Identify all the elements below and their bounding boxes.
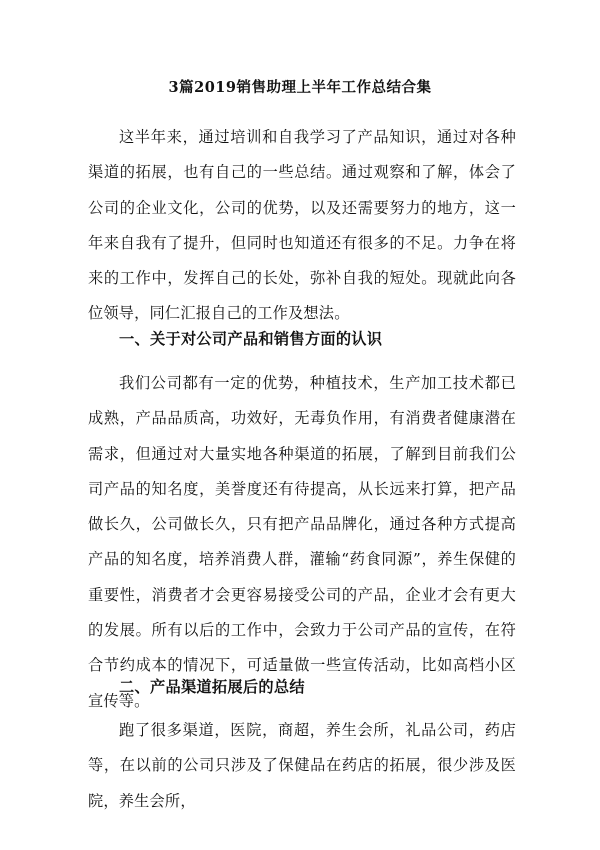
paragraph-section-2: 跑了很多渠道，医院，商超，养生会所，礼品公司，药店等，在以前的公司只涉及了保健品在药店的拓展，很少涉及医院，养生会所， — [88, 721, 516, 810]
document-title: 3篇2019销售助理上半年工作总结合集 — [168, 79, 432, 96]
section-heading-1: 一、关于对公司产品和销售方面的认识 — [119, 330, 383, 348]
paragraph-intro: 这半年来，通过培训和自我学习了产品知识，通过对各种渠道的拓展，也有自己的一些总结。通过观察和了解，体会了公司的企业文化，公司的优势，以及还需要努力的地方，这一年来自我有了提升，但同时也知道还有很多的不足。力争在将来的工作中，发挥自己的长处，弥补自我的短处。现就此向各位领导，同仁汇报自己的工作及想法。 — [88, 128, 516, 323]
paragraph-section-1: 我们公司都有一定的优势，种植技术，生产加工技术都已成熟，产品品质高，功效好，无毒负作用，有消费者健康潜在需求，但通过对大量实地各种渠道的拓展，了解到目前我们公司产品的知名度，美誉度还有待提高，从长远来打算，把产品做长久，公司做长久，只有把产品品牌化，通过各种方式提高产品的知名度，培养消费人群，灌输“药食同源”，养生保健的重要性，消费者才会更容易接受公司的产品，企业才会有更大的发展。所有以后的工作中，会致力于公司产品的宣传，在符合节约成本的情况下，可适量做一些宣传活动，比如高档小区宣传等。 — [88, 374, 516, 710]
section-heading-2: 二、产品渠道拓展后的总结 — [119, 678, 305, 696]
